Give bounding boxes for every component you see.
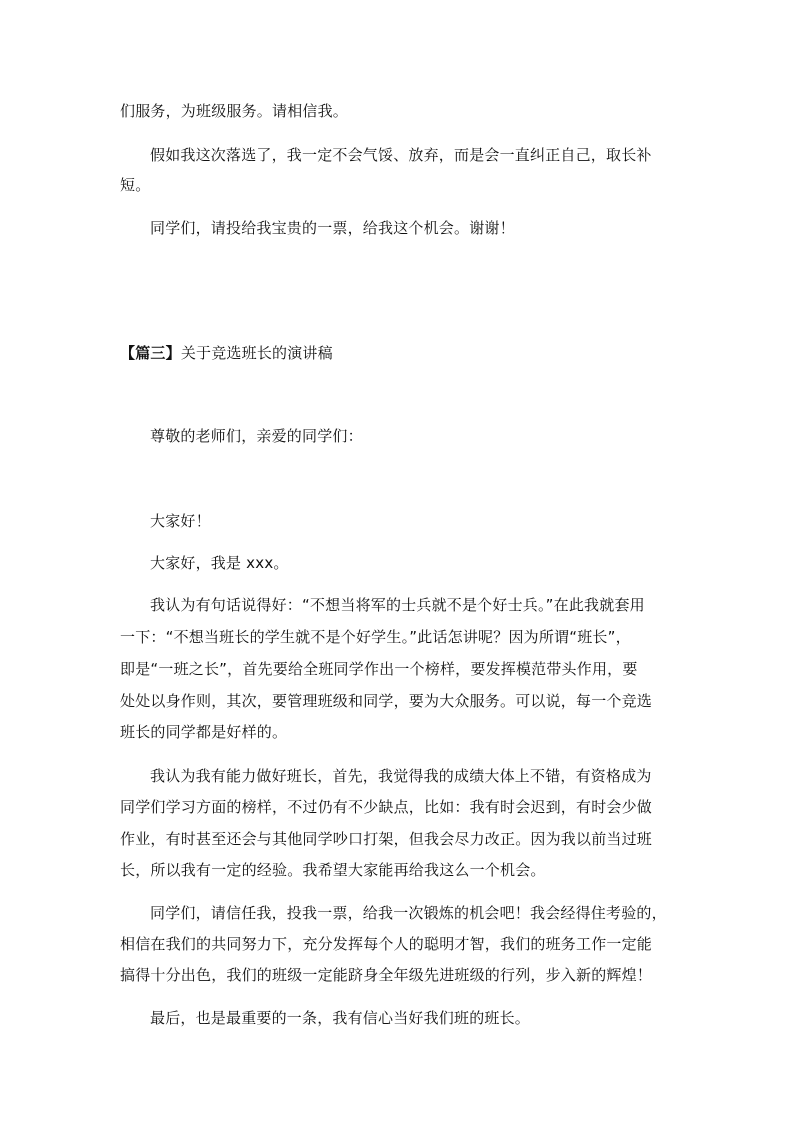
section-heading-mark: 【篇三】 [120, 344, 181, 362]
text-line: 最后，也是最重要的一条，我有信心当好我们班的班长。 [150, 1009, 531, 1027]
section-heading-title: 关于竞选班长的演讲稿 [180, 344, 333, 362]
text-line: 班长的同学都是好样的。 [120, 723, 288, 741]
text-line: 我认为我有能力做好班长，首先，我觉得我的成绩大体上不错，有资格成为 [150, 767, 652, 785]
text-line: 作业，有时甚至还会与其他同学吵口打架，但我会尽力改正。因为我以前当过班 [120, 830, 653, 848]
salutation: 尊敬的老师们，亲爱的同学们： [150, 427, 363, 445]
section-heading [120, 343, 680, 363]
text-line: 处处以身作则，其次，要管理班级和同学，要为大众服务。可以说，每一个竞选 [120, 692, 653, 710]
text-line: 短。 [120, 176, 151, 194]
text-line: 即是“一班之长”，首先要给全班同学作出一个榜样，要发挥模范带头作用，要 [120, 660, 638, 678]
text-line: 同学们，请信任我，投我一票，给我一次锻炼的机会吧！我会经得住考验的， [150, 904, 667, 922]
text-line: 相信在我们的共同努力下，充分发挥每个人的聪明才智，我们的班务工作一定能 [120, 935, 653, 953]
text-line: 长，所以我有一定的经验。我希望大家能再给我这么一个机会。 [120, 861, 546, 879]
greeting-line: 大家好！ [150, 512, 211, 530]
text-line: 一下：“不想当班长的学生就不是个好学生。”此话怎讲呢？因为所谓“班长”， [120, 628, 631, 646]
text-line: 搞得十分出色，我们的班级一定能跻身全年级先进班级的行列，步入新的辉煌！ [120, 966, 653, 984]
greeting-line: 大家好，我是 xxx。 [150, 554, 289, 572]
text-line: 假如我这次落选了，我一定不会气馁、放弃，而是会一直纠正自己，取长补 [150, 146, 652, 164]
text-line: 同学们学习方面的榜样，不过仍有不少缺点，比如：我有时会迟到，有时会少做 [120, 798, 653, 816]
text-line: 我认为有句话说得好：“不想当将军的士兵就不是个好士兵。”在此我就套用 [150, 596, 645, 614]
text-line: 同学们，请投给我宝贵的一票，给我这个机会。谢谢！ [150, 219, 515, 237]
text-line: 们服务，为班级服务。请相信我。 [120, 102, 349, 120]
